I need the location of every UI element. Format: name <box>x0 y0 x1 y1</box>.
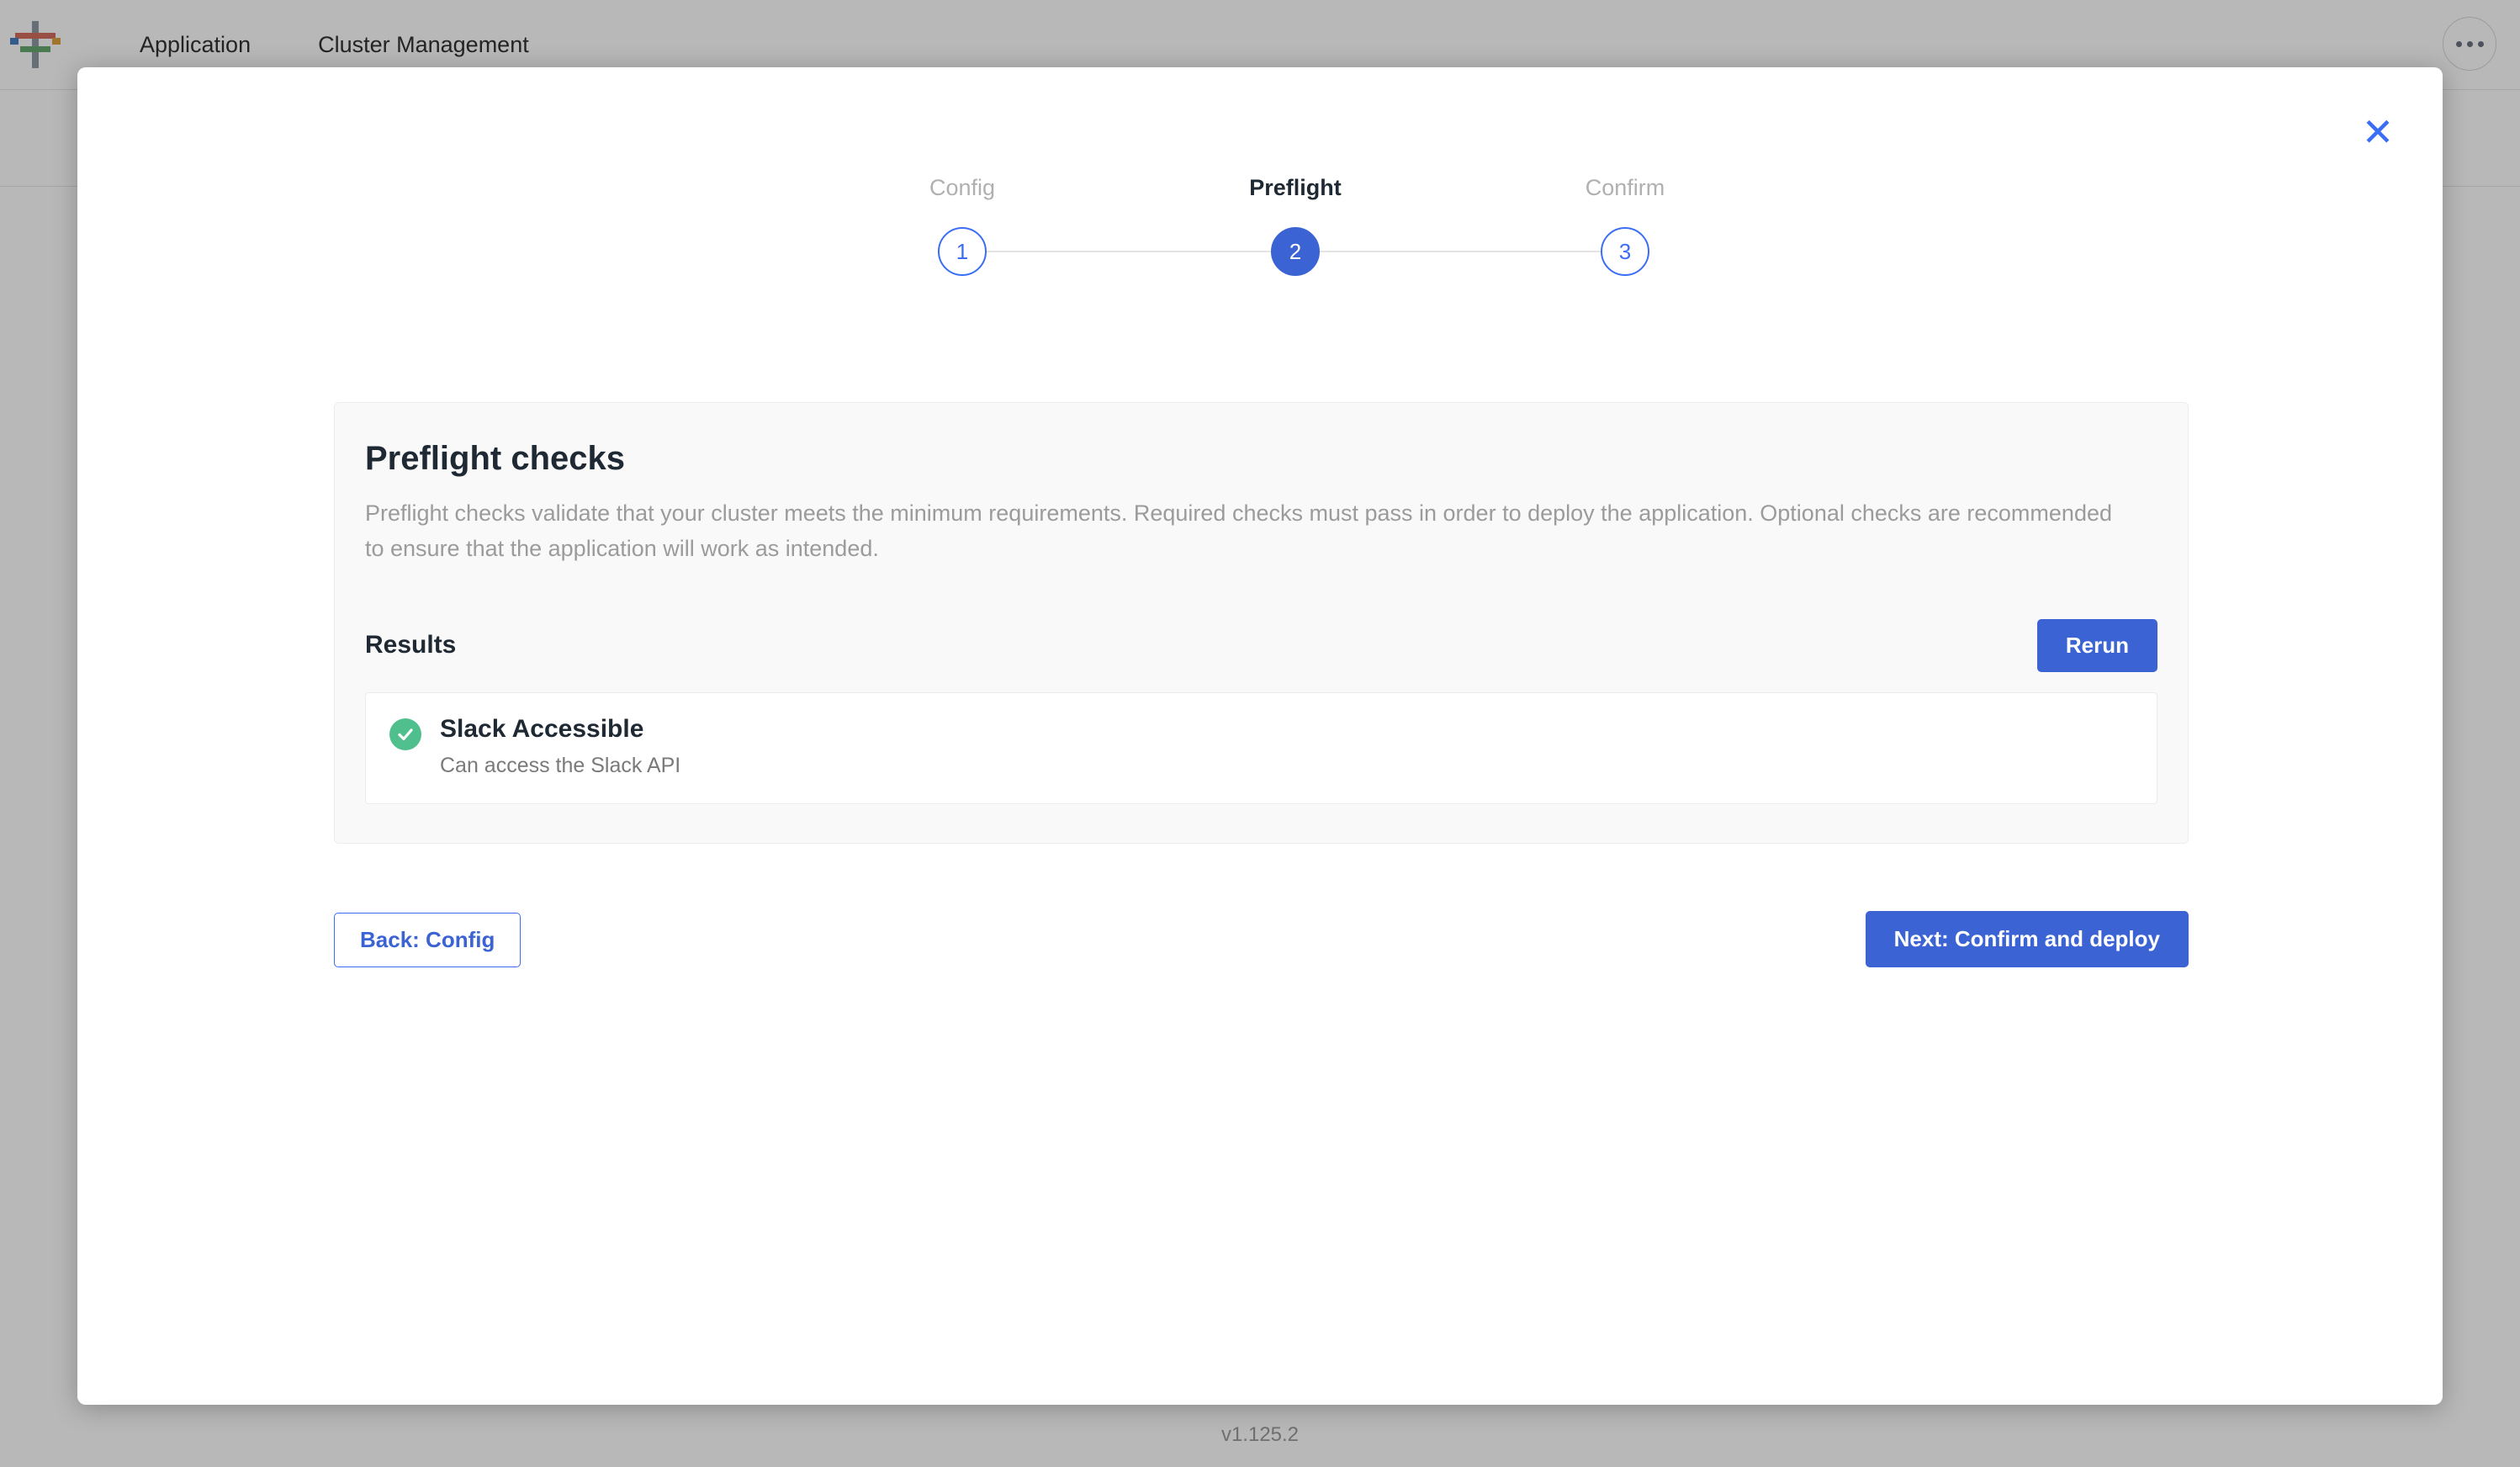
page-title: Preflight checks <box>365 440 626 477</box>
next-button[interactable]: Next: Confirm and deploy <box>1866 911 2189 967</box>
step-circle-config[interactable]: 1 <box>938 227 987 276</box>
rerun-button[interactable]: Rerun <box>2037 619 2157 672</box>
panel-description: Preflight checks validate that your cluster meets the minimum requirements. Required checks must pass in order to deploy the application. Optional checks are recommended to ensure that the application will work as intended. <box>365 500 2112 561</box>
stepper-line <box>962 251 1295 252</box>
step-label-config: Config <box>929 175 996 200</box>
step-circle-confirm[interactable]: 3 <box>1601 227 1649 276</box>
step-circle-preflight[interactable]: 2 <box>1271 227 1320 276</box>
result-title: Slack Accessible <box>440 714 644 743</box>
nav-item-cluster-management[interactable]: Cluster Management <box>318 31 529 57</box>
version-label: v1.125.2 <box>1220 1423 1300 1446</box>
nav-item-application[interactable]: Application <box>140 31 251 57</box>
preflight-panel <box>334 402 2189 844</box>
result-subtitle: Can access the Slack API <box>440 753 681 777</box>
stepper-line <box>1295 251 1627 252</box>
results-title: Results <box>365 631 457 659</box>
list-item <box>366 693 2157 803</box>
close-icon[interactable]: ✕ <box>2361 110 2395 154</box>
results-list <box>365 692 2157 804</box>
step-label-preflight: Preflight <box>1249 175 1342 200</box>
wizard-stepper <box>77 175 2443 310</box>
step-label-confirm: Confirm <box>1585 175 1665 200</box>
back-button[interactable]: Back: Config <box>334 913 521 967</box>
check-circle-icon <box>389 718 421 750</box>
result-texts <box>440 715 680 778</box>
preflight-modal <box>77 67 2443 1405</box>
results-header-row <box>365 619 2157 672</box>
